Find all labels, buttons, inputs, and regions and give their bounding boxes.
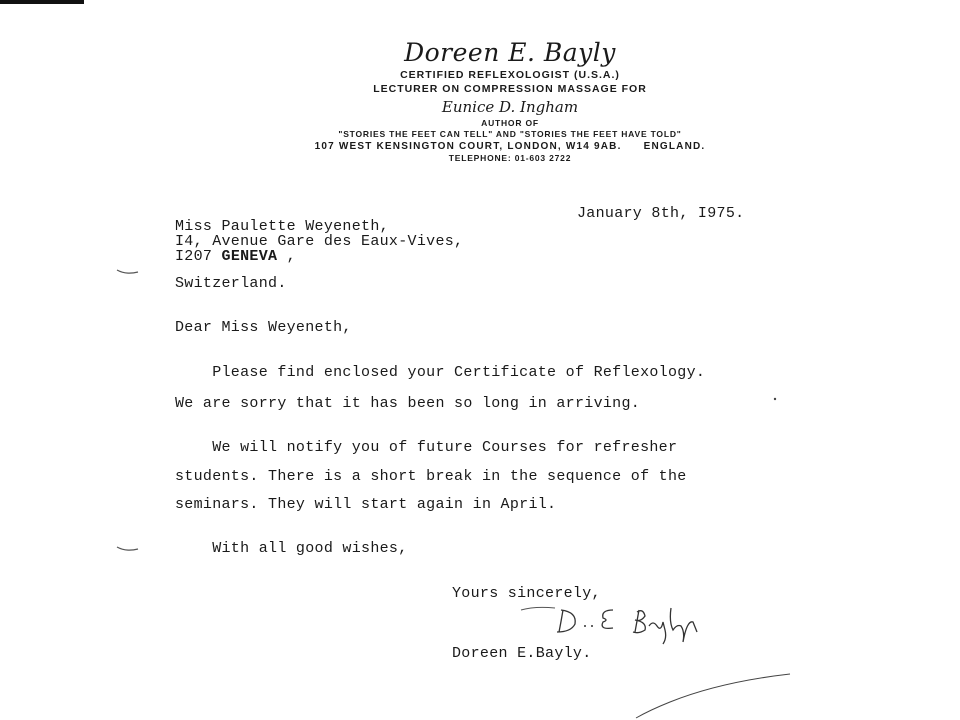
paragraph-1-line-1: Please find enclosed your Certificate of Reflexology. bbox=[175, 364, 706, 381]
paragraph-2-line-1: We will notify you of future Courses for refresher bbox=[175, 439, 678, 456]
stray-dot bbox=[772, 396, 778, 402]
recipient-name: Miss Paulette Weyeneth, bbox=[175, 218, 389, 235]
recipient-city-suffix: , bbox=[277, 248, 296, 265]
paragraph-1-line-2: We are sorry that it has been so long in arriving. bbox=[175, 395, 641, 412]
letter-date: January 8th, I975. bbox=[577, 205, 745, 222]
letterhead-author-of: AUTHOR OF bbox=[481, 118, 539, 128]
letterhead-books: "STORIES THE FEET CAN TELL" AND "STORIES THE FEET HAVE TOLD" bbox=[338, 129, 682, 139]
recipient-postcode: I207 bbox=[175, 248, 213, 265]
letterhead bbox=[220, 38, 800, 164]
margin-mark-2 bbox=[116, 545, 140, 553]
letterhead-mentor: Eunice D. Ingham bbox=[441, 98, 579, 116]
paragraph-2-line-2: students. There is a short break in the sequence of the bbox=[175, 468, 687, 485]
scan-corner-mark bbox=[0, 0, 84, 4]
signatory: Doreen E.Bayly. bbox=[452, 645, 592, 662]
signature-text: D. E. Bayly bbox=[515, 602, 520, 603]
letterhead-address-line bbox=[220, 140, 800, 153]
closing: Yours sincerely, bbox=[452, 585, 601, 602]
recipient-city-line bbox=[175, 249, 296, 265]
letterhead-address: 107 WEST KENSINGTON COURT, LONDON, W14 9AB. bbox=[314, 141, 622, 152]
letterhead-title1: CERTIFIED REFLEXOLOGIST (U.S.A.) bbox=[400, 69, 620, 81]
recipient-country: Switzerland. bbox=[175, 275, 287, 292]
letterhead-name: Doreen E. Bayly bbox=[404, 38, 616, 67]
margin-mark-1 bbox=[116, 268, 140, 276]
paragraph-3-line-1: With all good wishes, bbox=[175, 540, 408, 557]
salutation: Dear Miss Weyeneth, bbox=[175, 319, 352, 336]
paragraph-2-line-3: seminars. They will start again in April. bbox=[175, 496, 557, 513]
recipient-city: GENEVA bbox=[221, 248, 278, 265]
letterhead-telephone: TELEPHONE: 01-603 2722 bbox=[448, 153, 572, 163]
letterhead-title2: LECTURER ON COMPRESSION MASSAGE FOR bbox=[373, 83, 647, 95]
stray-pen-line bbox=[600, 668, 800, 720]
letterhead-country: ENGLAND. bbox=[643, 141, 706, 152]
recipient-street: I4, Avenue Gare des Eaux-Vives, bbox=[175, 233, 464, 250]
